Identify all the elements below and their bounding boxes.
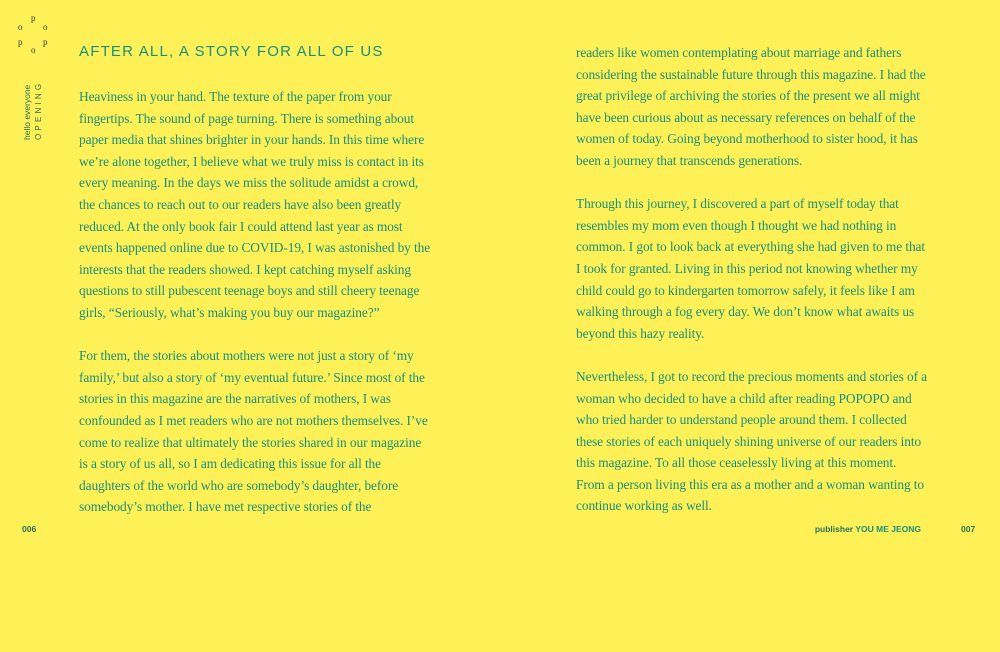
logo-glyph: p [18, 37, 23, 47]
section-sidebar [22, 81, 43, 140]
logo-glyph: o [43, 22, 48, 32]
logo-glyph: p [43, 37, 48, 47]
page-number-left: 006 [22, 524, 37, 534]
body-paragraph: Heaviness in your hand. The texture of the paper from your fingertips. The sound of page turning. There is something about paper media that shines brighter in your hands. In this time where we’re alone together, I believe what we truly miss is contact in its every meaning. In the days we miss the solitude amidst a crowd, the chances to reach out to our readers have also been greatly reduced. At the only book fair I could attend last year as most events happened online due to COVID-19, I was astonished by the interests that the readers showed. I kept catching myself asking questions to still pubescent teenage boys and still cheery teenage girls, “Seriously, what’s making you buy our magazine?” [79, 89, 431, 320]
popopo-logo [14, 14, 54, 58]
logo-glyph: o [31, 45, 36, 55]
credit-label: publisher [814, 524, 854, 534]
body-paragraph: Through this journey, I discovered a part of myself today that resembles my mom even though I thought we had nothing in common. I got to look back at everything she had given to me that I took for granted. Living in this period not knowing whether my child could go to kindergarten tomorrow safely, it feels like I am walking through a fog every day. We don’t know what awaits us beyond this hazy reality. [576, 196, 926, 341]
publisher-credit [815, 524, 921, 534]
left-column [79, 86, 431, 539]
body-paragraph: For them, the stories about mothers were not just a story of ‘my family,’ but also a story of ‘my eventual future.’ Since most of the stories in this magazine are the narratives of mothers, I was confounded as I met readers who are not mothers themselves. I’ve come to realize that ultimately the stories shared in our magazine is a story of us all, so I am dedicating this issue for all the daughters of the world who are somebody’s daughter, before somebody’s mother. I have met respective stories of the [79, 348, 428, 515]
logo-glyph: o [18, 22, 23, 32]
body-paragraph: readers like women contemplating about marriage and fathers considering the sustainable future through this magazine. I had the great privilege of archiving the stories of the present we all might have been curious about as necessary references on behalf of the women of today. Going beyond motherhood to sister hood, it has been a journey that transcends generations. [576, 45, 926, 168]
sidebar-hello: hello everyone [22, 84, 32, 140]
right-column [576, 42, 928, 539]
body-paragraph: Nevertheless, I got to record the precious moments and stories of a woman who decided to have a child after reading POPOPO and who tried harder to understand people around them. I collected these stories of each uniquely shining universe of our readers into this magazine. To all those ceaselessly living at this moment. From a person living this era as a mother and a woman wanting to continue working as well. [576, 368, 928, 514]
credit-name: YOU ME JEONG [855, 524, 921, 534]
article-title: AFTER ALL, A STORY FOR ALL OF US [79, 43, 384, 60]
sidebar-section-name: OPENING [34, 80, 43, 140]
page-number-right: 007 [961, 524, 976, 534]
logo-glyph: p [31, 13, 36, 23]
